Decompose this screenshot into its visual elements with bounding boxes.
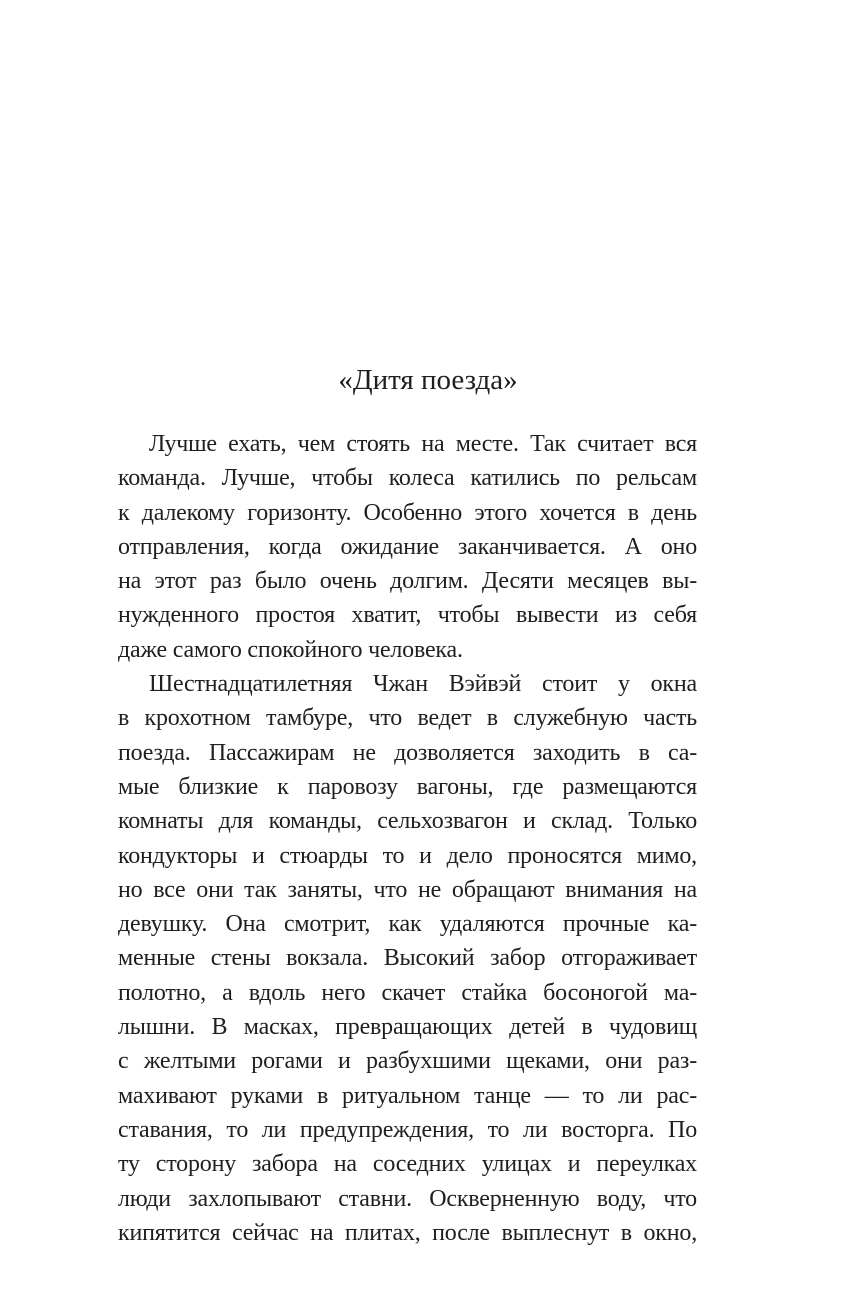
text-line: на этот раз было очень долгим. Десяти месяцев вы- bbox=[118, 568, 697, 595]
text-line: с желтыми рогами и разбухшими щеками, они раз- bbox=[118, 1048, 697, 1075]
body-text bbox=[118, 427, 697, 1250]
paragraph-2 bbox=[118, 667, 697, 1250]
paragraph-1 bbox=[118, 427, 697, 667]
text-line: лышни. В масках, превращающих детей в чудовищ bbox=[118, 1014, 697, 1041]
text-line: комнаты для команды, сельхозвагон и склад. Только bbox=[118, 808, 697, 835]
text-line: полотно, а вдоль него скачет стайка босоногой ма- bbox=[118, 979, 697, 1006]
text-line: менные стены вокзала. Высокий забор отгораживает bbox=[118, 945, 697, 972]
text-line: нужденного простоя хватит, чтобы вывести из себя bbox=[118, 602, 697, 629]
text-line: кипятится сейчас на плитах, после выплеснут в окно, bbox=[118, 1219, 697, 1246]
text-line: поезда. Пассажирам не дозволяется заходить в са- bbox=[118, 739, 697, 766]
text-line: ту сторону забора на соседних улицах и переулках bbox=[118, 1151, 697, 1178]
text-line: даже самого спокойного человека. bbox=[118, 636, 463, 663]
text-line: но все они так заняты, что не обращают внимания на bbox=[118, 876, 697, 903]
text-line: девушку. Она смотрит, как удаляются прочные ка- bbox=[118, 911, 697, 938]
text-line: Лучше ехать, чем стоять на месте. Так считает вся bbox=[149, 431, 697, 457]
text-line: отправления, когда ожидание заканчивается. А оно bbox=[118, 533, 697, 560]
text-line: махивают руками в ритуальном танце — то ли рас- bbox=[118, 1082, 697, 1109]
text-line: ставания, то ли предупреждения, то ли восторга. По bbox=[118, 1116, 697, 1143]
text-line: в крохотном тамбуре, что ведет в служебную часть bbox=[118, 705, 697, 732]
chapter-title: «Дитя поезда» bbox=[338, 364, 518, 396]
text-line: к далекому горизонту. Особенно этого хочется в день bbox=[118, 499, 697, 526]
text-line: команда. Лучше, чтобы колеса катились по рельсам bbox=[118, 465, 697, 492]
text-line: кондукторы и стюарды то и дело проносятся мимо, bbox=[118, 842, 697, 869]
text-line: мые близкие к паровозу вагоны, где размещаются bbox=[118, 773, 697, 800]
text-line: Шестнадцатилетняя Чжан Вэйвэй стоит у окна bbox=[149, 671, 697, 698]
text-line: люди захлопывают ставни. Оскверненную воду, что bbox=[118, 1185, 697, 1212]
